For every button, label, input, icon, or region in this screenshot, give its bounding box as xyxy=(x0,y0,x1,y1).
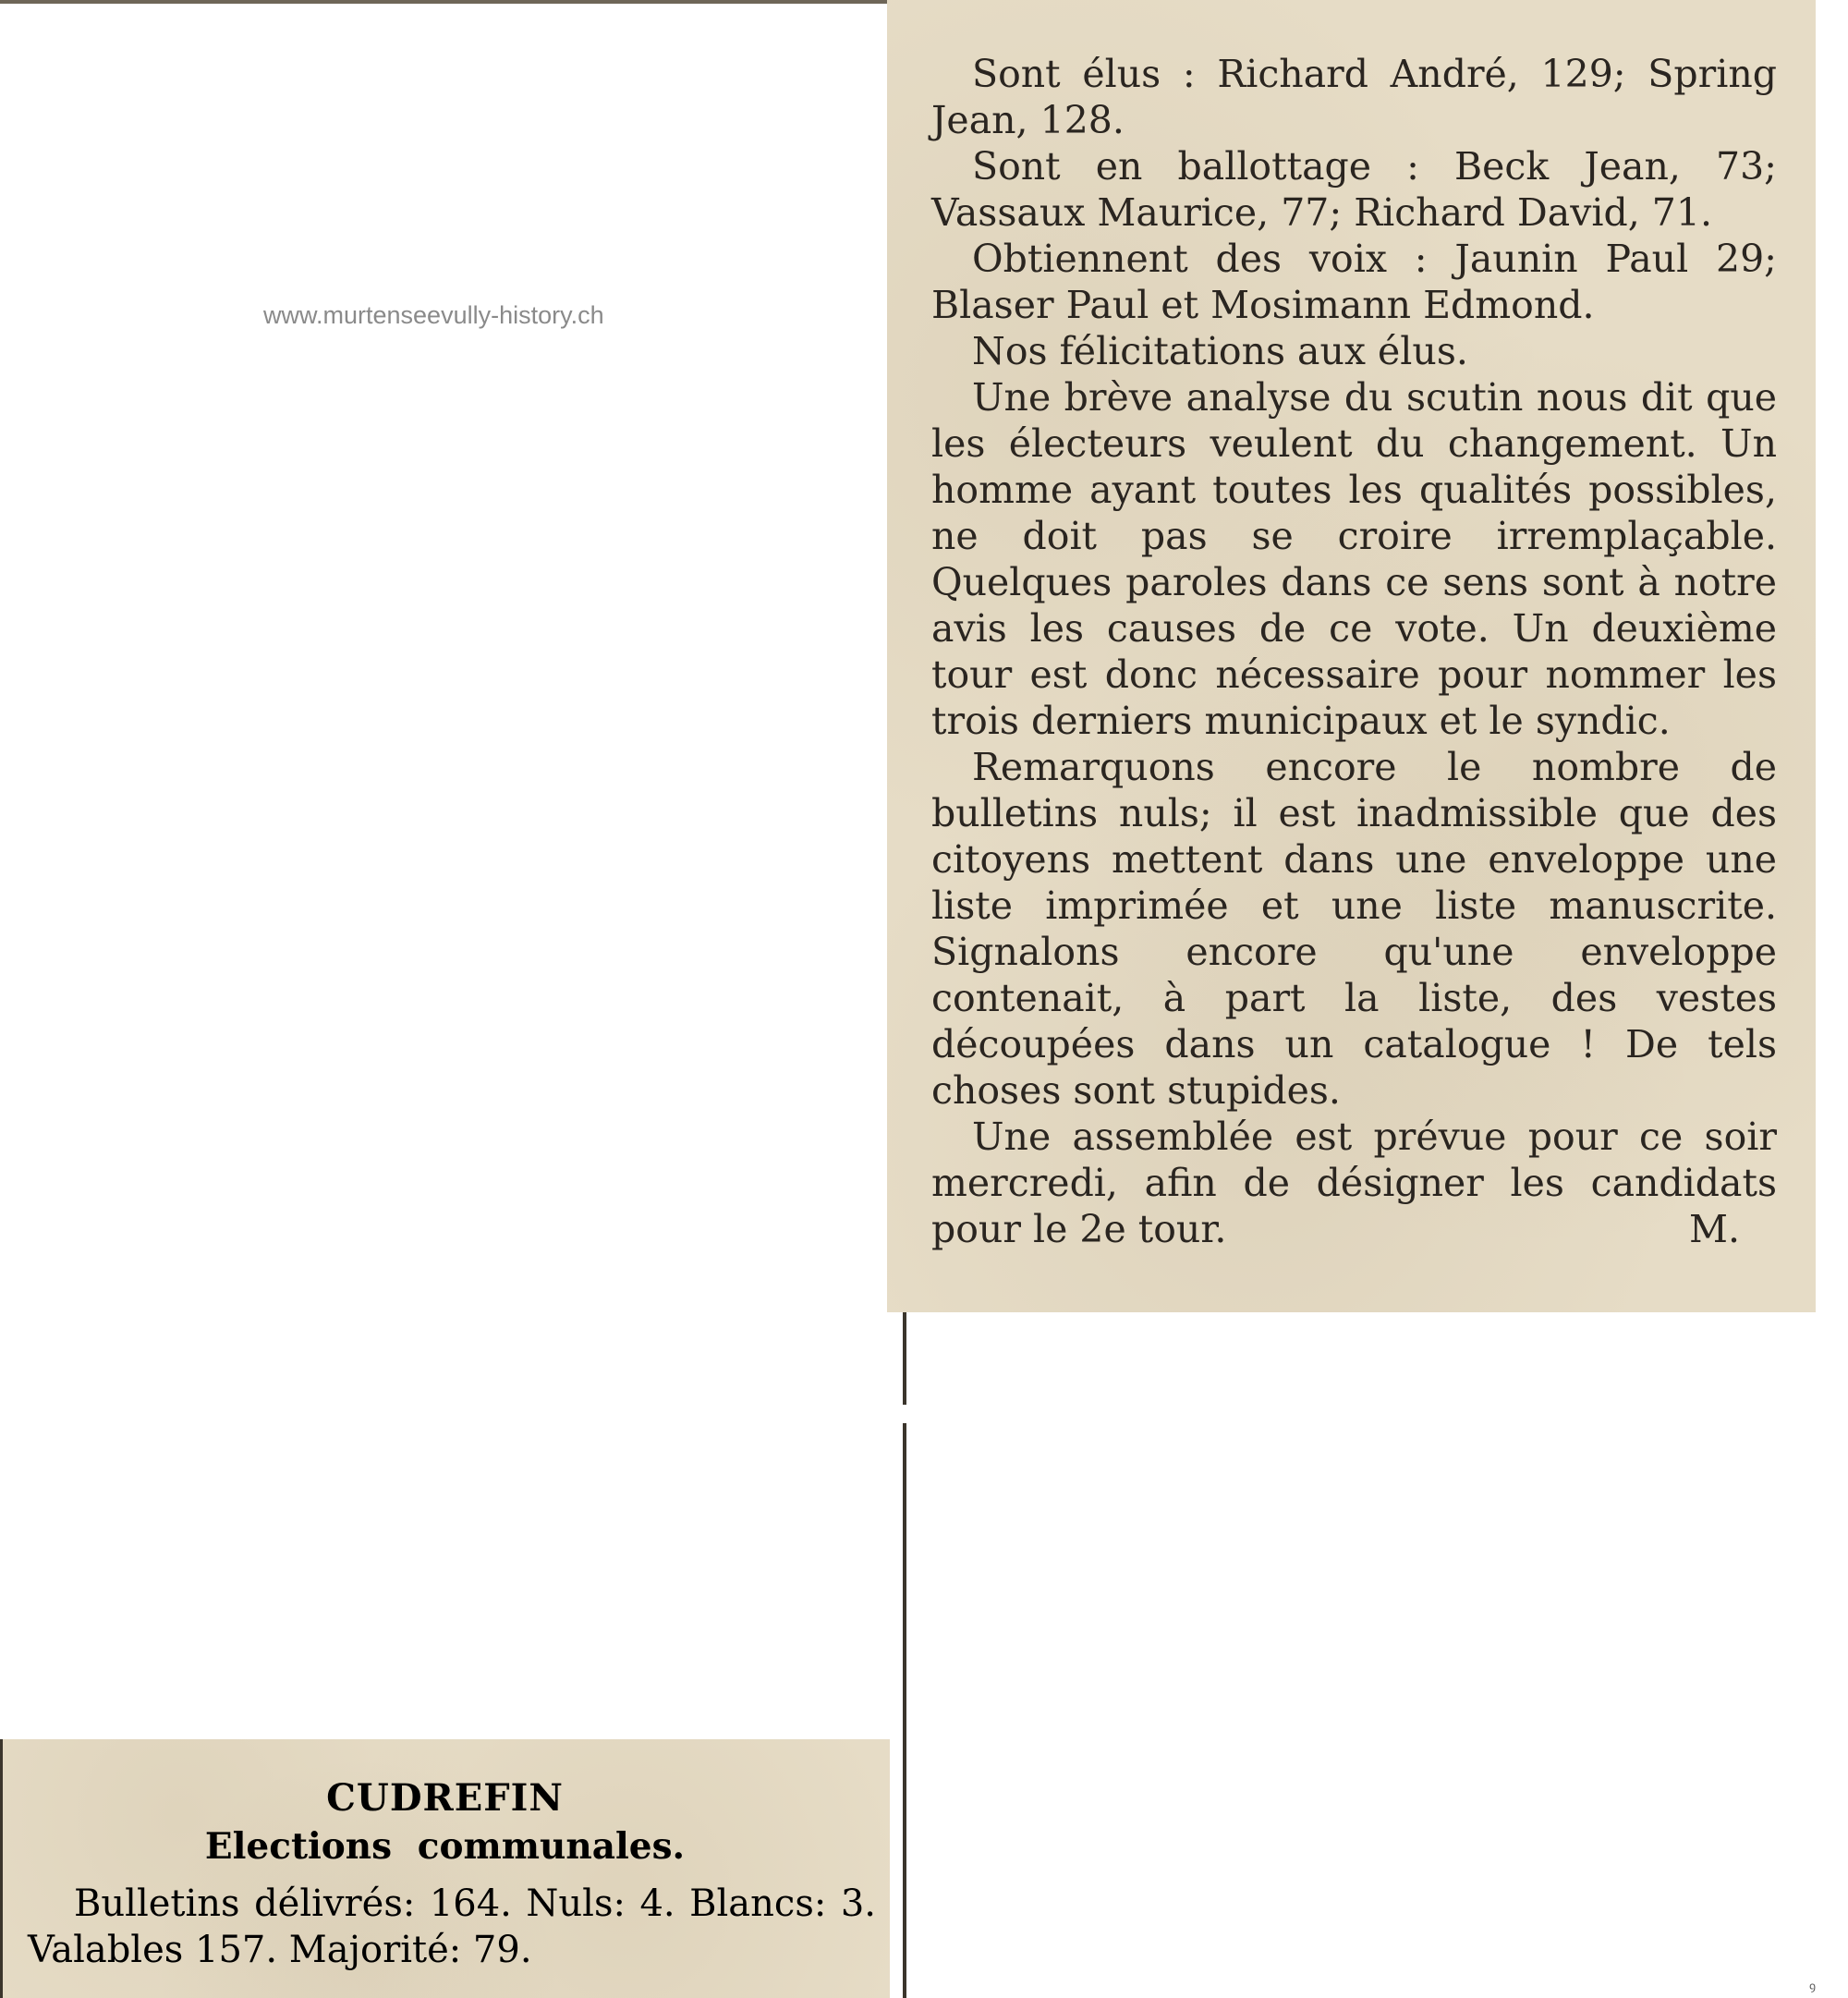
article-body xyxy=(931,51,1777,1252)
author-signature: M. xyxy=(1688,1207,1740,1251)
paragraph-congratulations: Nos félicitations aux élus. xyxy=(972,329,1468,373)
cudrefin-results xyxy=(28,1881,876,1973)
results-text: Bulletins délivrés: 164. Nuls: 4. Blancs: 3. Valables 157. Majorité: 79. xyxy=(28,1882,876,1971)
corner-mark: ꝯ xyxy=(1809,1980,1817,1992)
paragraph-assembly xyxy=(931,1114,1777,1252)
assembly-text: Une assemblée est prévue pour ce soir mercredi, afin de désigner les candidats pour le 2e tour. xyxy=(931,1115,1777,1251)
cudrefin-subtitle: Elections communales. xyxy=(204,1825,686,1868)
paragraph-runoff: Sont en ballottage : Beck Jean, 73; Vassaux Maurice, 77; Richard David, 71. xyxy=(931,144,1777,235)
paragraph-votes: Obtiennent des voix : Jaunin Paul 29; Blaser Paul et Mosimann Edmond. xyxy=(931,237,1777,327)
paragraph-null-ballots: Remarquons encore le nombre de bulletins nuls; il est inadmissible que des citoyens mettent dans une enveloppe une liste imprimée et une liste manuscrite. Signalons encore qu'une enveloppe contenait, à part la liste, des vestes découpées dans un catalogue ! De tels choses sont stupides. xyxy=(931,745,1777,1113)
cudrefin-title: CUDREFIN xyxy=(326,1776,564,1820)
paragraph-analysis: Une brève analyse du scutin nous dit que les électeurs veulent du changement. Un homme ayant toutes les qualités possibles, ne doit pas se croire irremplaçable. Quelques paroles dans ce sens sont à notre avis les causes de ce vote. Un deuxième tour est donc nécessaire pour nommer les trois derniers municipaux et le syndic. xyxy=(931,375,1777,743)
article-continuation-clipping xyxy=(887,0,1816,1312)
watermark-text: www.murtenseevully-history.ch xyxy=(263,301,604,329)
column-rule xyxy=(903,1423,906,1998)
paragraph-elected: Sont élus : Richard André, 129; Spring Jean, 128. xyxy=(931,52,1777,142)
